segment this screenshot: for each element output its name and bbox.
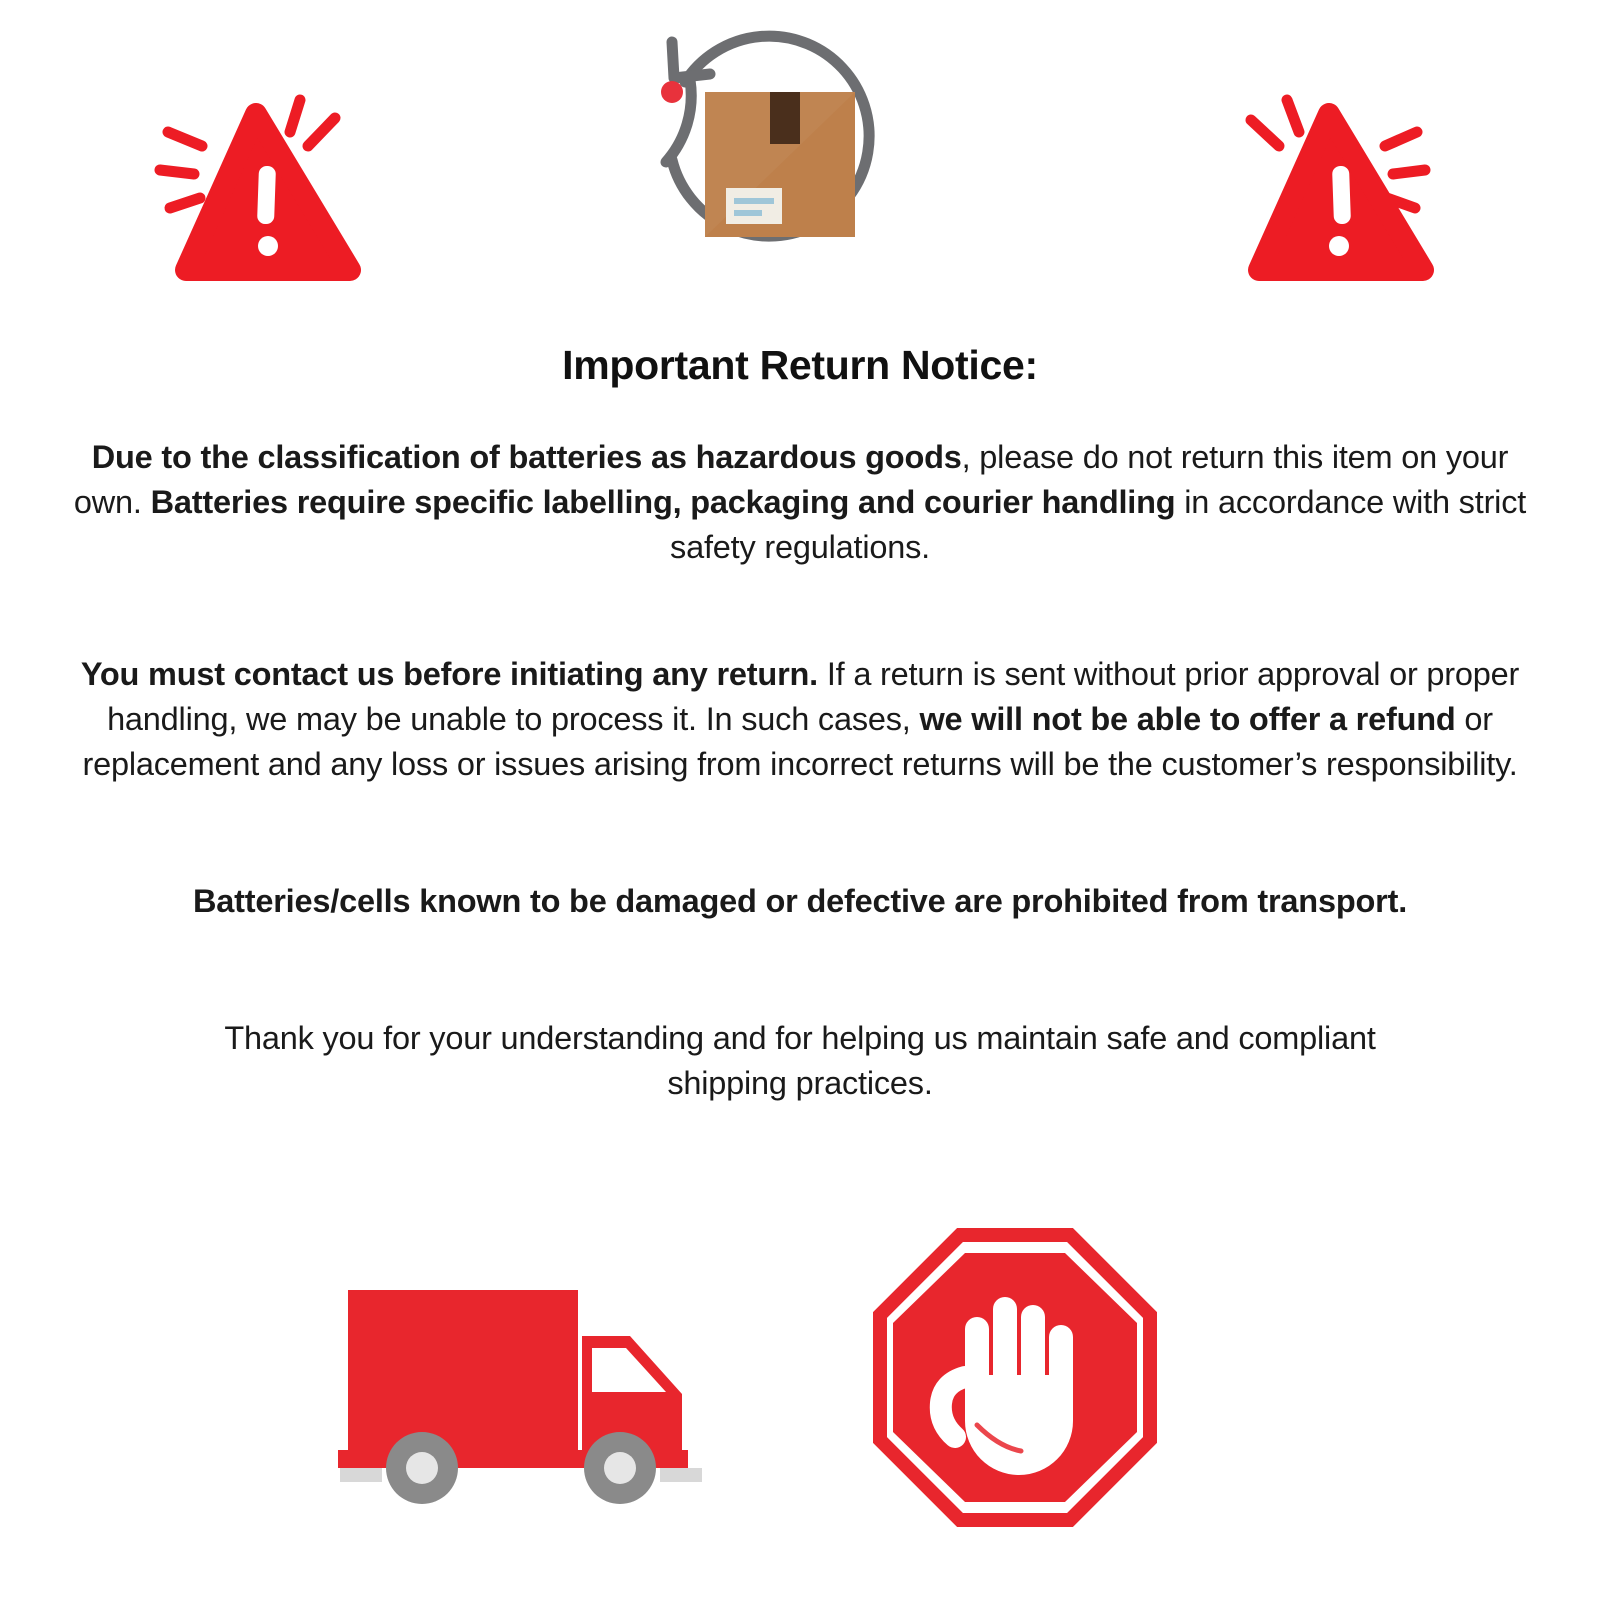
run-plain-3: If a return is sent without prior approval or proper handling, we may be unable to process it. In such cases,: [107, 656, 1520, 737]
run-bold-2: Batteries require specific labelling, packaging and courier handling: [150, 484, 1176, 520]
paragraph-thank-you: [207, 1016, 1393, 1106]
stop-hand-icon: [865, 1225, 1165, 1535]
bottom-icon-row: [0, 1225, 1600, 1555]
paragraph-damaged-cells-prohibited: [172, 879, 1428, 924]
page-title: Important Return Notice:: [562, 342, 1038, 388]
notice-body: [0, 389, 1600, 1106]
run-plain-2: in accordance with strict safety regulations.: [670, 484, 1527, 565]
run-bold-3: You must contact us before initiating any return.: [80, 656, 819, 692]
run-bold-5: Batteries/cells known to be damaged or defective are prohibited from transport.: [192, 883, 1408, 919]
warning-triangle-icon-right: [1215, 70, 1435, 290]
return-parcel-icon: [630, 20, 905, 295]
run-bold-1: Due to the classification of batteries as hazardous goods: [91, 439, 962, 475]
warning-triangle-icon: [150, 70, 370, 290]
run-plain-5: Thank you for your understanding and for helping us maintain safe and compliant shipping practices.: [224, 1020, 1376, 1101]
run-plain-1: , please do not return this item on your own.: [73, 439, 1509, 520]
paragraph-contact-before-return: [62, 652, 1538, 787]
run-bold-4: we will not be able to offer a refund: [919, 701, 1456, 737]
run-plain-4: or replacement and any loss or issues arising from incorrect returns will be the customer’s responsibility.: [82, 701, 1518, 782]
paragraph-hazardous-goods: [62, 435, 1538, 570]
delivery-truck-icon: [330, 1260, 730, 1520]
top-icon-row: [0, 0, 1600, 320]
